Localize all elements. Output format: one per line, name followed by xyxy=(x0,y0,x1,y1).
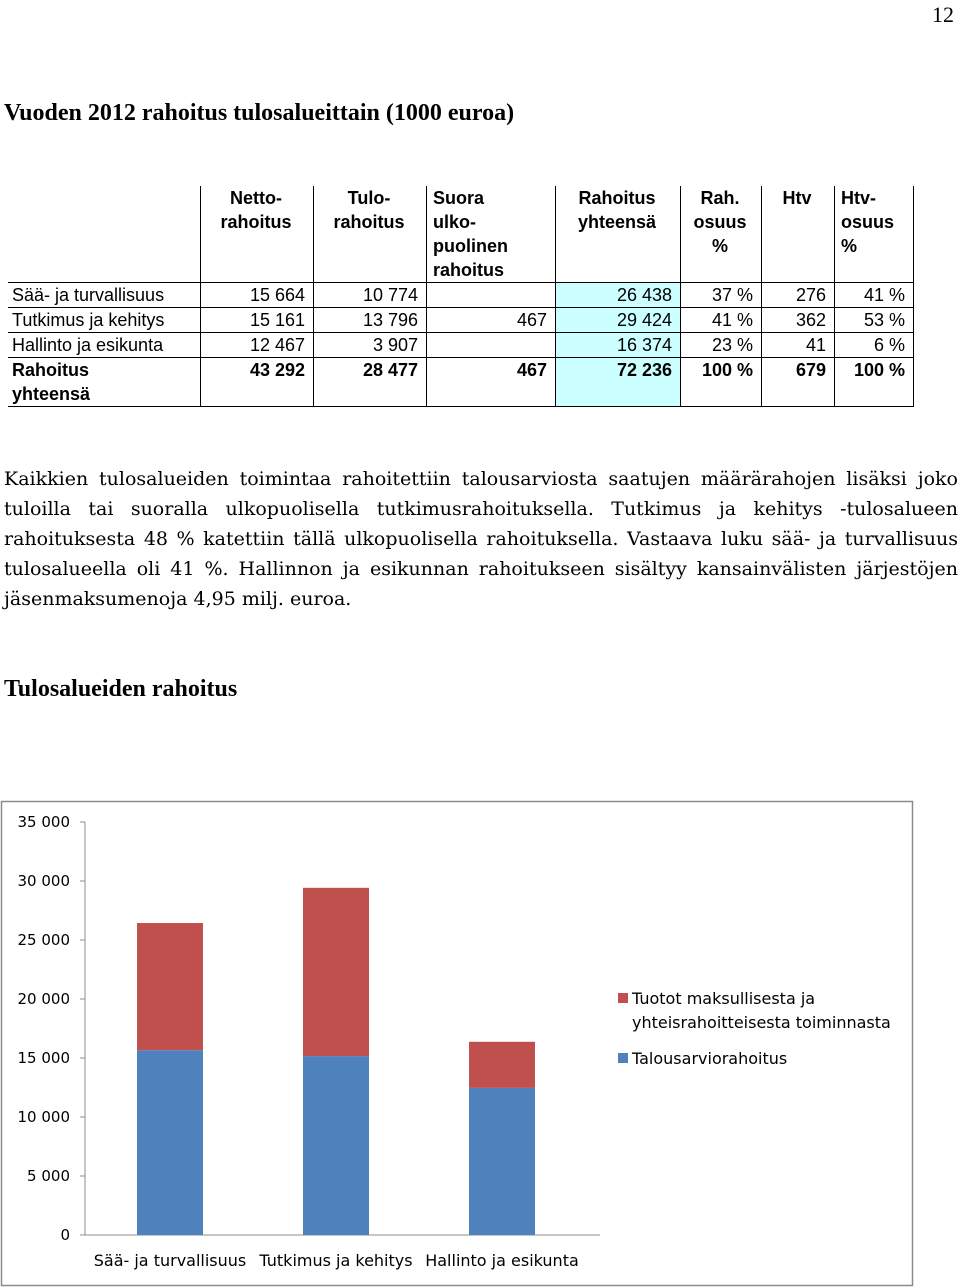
body-paragraph: Kaikkien tulosalueiden toimintaa rahoitettiin talousarviosta saatujen määrärahojen lisäksi joko tuloilla tai suoralla ulkopuolisella tutkimusrahoituksella. Tutkimus ja kehitys -tulosalueen rahoituksesta 48 % katettiin tällä ulkopuolisella rahoituksella. Vastaava luku sää- ja turvallisuus tulosalueella oli 41 %. Hallinnon ja esikunnan rahoitukseen sisältyy kansainvälisten järjestöjen jäsenmaksumenoja 4,95 milj. euroa. xyxy=(4,468,958,610)
header-suora-l4: rahoitus xyxy=(433,260,505,280)
total-osuus: 100 % xyxy=(681,358,762,407)
header-osuus-l3: % xyxy=(711,236,728,256)
x-tick-label: Tutkimus ja kehitys xyxy=(259,1251,413,1270)
header-suora-l2: ulko- xyxy=(433,212,476,232)
header-netto xyxy=(201,186,314,283)
bar-segment xyxy=(469,1042,535,1088)
total-htv-osuus: 100 % xyxy=(835,358,914,407)
bar-segment xyxy=(469,1088,535,1235)
header-htv-osuus-l3: % xyxy=(841,236,858,256)
y-tick-label: 15 000 xyxy=(17,1049,70,1067)
cell-tulo: 13 796 xyxy=(314,308,427,333)
bar-segment xyxy=(137,1050,203,1235)
row-label: Tutkimus ja kehitys xyxy=(8,308,201,333)
legend-label: yhteisrahoitteisesta toiminnasta xyxy=(632,1013,891,1032)
x-axis-labels xyxy=(94,1251,579,1270)
header-osuus-l2: osuus xyxy=(693,212,747,232)
header-tulo xyxy=(314,186,427,283)
table-total-row xyxy=(8,358,914,407)
x-tick-label: Hallinto ja esikunta xyxy=(425,1251,579,1270)
header-yhteensa xyxy=(556,186,681,283)
cell-tulo: 10 774 xyxy=(314,283,427,308)
header-tulo-l1: Tulo- xyxy=(347,188,391,208)
bar-segment xyxy=(303,888,369,1056)
header-htv-osuus xyxy=(835,186,914,283)
financing-chart xyxy=(0,800,915,1288)
cell-htv-osuus: 41 % xyxy=(835,283,914,308)
bar-segment xyxy=(303,1056,369,1235)
cell-htv-osuus: 53 % xyxy=(835,308,914,333)
table-row xyxy=(8,308,914,333)
table-header-row xyxy=(8,186,914,283)
financing-table xyxy=(8,186,914,407)
header-empty xyxy=(8,186,201,283)
y-tick-label: 5 000 xyxy=(27,1167,70,1185)
y-tick-label: 35 000 xyxy=(17,813,70,831)
header-suora-l3: puolinen xyxy=(433,236,508,256)
row-label: Sää- ja turvallisuus xyxy=(8,283,201,308)
cell-htv: 41 xyxy=(762,333,835,358)
header-yht-l2: yhteensä xyxy=(577,212,657,232)
header-htv-osuus-l2: osuus xyxy=(841,212,895,232)
cell-netto: 15 161 xyxy=(201,308,314,333)
table-row xyxy=(8,283,914,308)
cell-netto: 12 467 xyxy=(201,333,314,358)
total-tulo: 28 477 xyxy=(314,358,427,407)
cell-htv-osuus: 6 % xyxy=(835,333,914,358)
total-htv: 679 xyxy=(762,358,835,407)
cell-tulo: 3 907 xyxy=(314,333,427,358)
total-label xyxy=(8,358,201,407)
cell-yhteensa: 16 374 xyxy=(556,333,681,358)
x-tick-label: Sää- ja turvallisuus xyxy=(93,1251,247,1270)
header-htv-osuus-l1: Htv- xyxy=(841,188,876,208)
y-tick-label: 10 000 xyxy=(17,1108,70,1126)
y-tick-label: 20 000 xyxy=(17,990,70,1008)
header-tulo-l2: rahoitus xyxy=(333,212,405,232)
total-yhteensa: 72 236 xyxy=(556,358,681,407)
legend-label: Talousarviorahoitus xyxy=(632,1049,788,1068)
cell-yhteensa: 26 438 xyxy=(556,283,681,308)
cell-htv: 362 xyxy=(762,308,835,333)
legend-swatch xyxy=(618,1053,628,1063)
cell-yhteensa: 29 424 xyxy=(556,308,681,333)
cell-htv: 276 xyxy=(762,283,835,308)
total-label-l2: yhteensä xyxy=(12,384,91,404)
header-suora-l1: Suora xyxy=(433,188,485,208)
cell-netto: 15 664 xyxy=(201,283,314,308)
header-osuus-l1: Rah. xyxy=(700,188,740,208)
cell-suora: 467 xyxy=(427,308,556,333)
table-row xyxy=(8,333,914,358)
bar-segment xyxy=(137,923,203,1050)
header-netto-l2: rahoitus xyxy=(220,212,292,232)
y-tick-label: 25 000 xyxy=(17,931,70,949)
y-tick-label: 0 xyxy=(60,1226,70,1244)
header-netto-l1: Netto- xyxy=(230,188,282,208)
legend-swatch xyxy=(618,993,628,1003)
legend-label: Tuotot maksullisesta ja xyxy=(632,989,816,1008)
cell-suora xyxy=(427,283,556,308)
header-yht-l1: Rahoitus xyxy=(578,188,656,208)
total-netto: 43 292 xyxy=(201,358,314,407)
total-suora: 467 xyxy=(427,358,556,407)
table-title: Vuoden 2012 rahoitus tulosalueittain (1000 euroa) xyxy=(4,100,515,126)
header-htv xyxy=(762,186,835,283)
cell-osuus: 23 % xyxy=(681,333,762,358)
cell-suora xyxy=(427,333,556,358)
y-tick-label: 30 000 xyxy=(17,872,70,890)
chart-title: Tulosalueiden rahoitus xyxy=(4,676,238,702)
row-label: Hallinto ja esikunta xyxy=(8,333,201,358)
cell-osuus: 37 % xyxy=(681,283,762,308)
header-htv-l1: Htv xyxy=(782,188,812,208)
cell-osuus: 41 % xyxy=(681,308,762,333)
header-suora xyxy=(427,186,556,283)
page-number: 12 xyxy=(932,2,954,27)
header-osuus xyxy=(681,186,762,283)
total-label-l1: Rahoitus xyxy=(12,360,90,380)
